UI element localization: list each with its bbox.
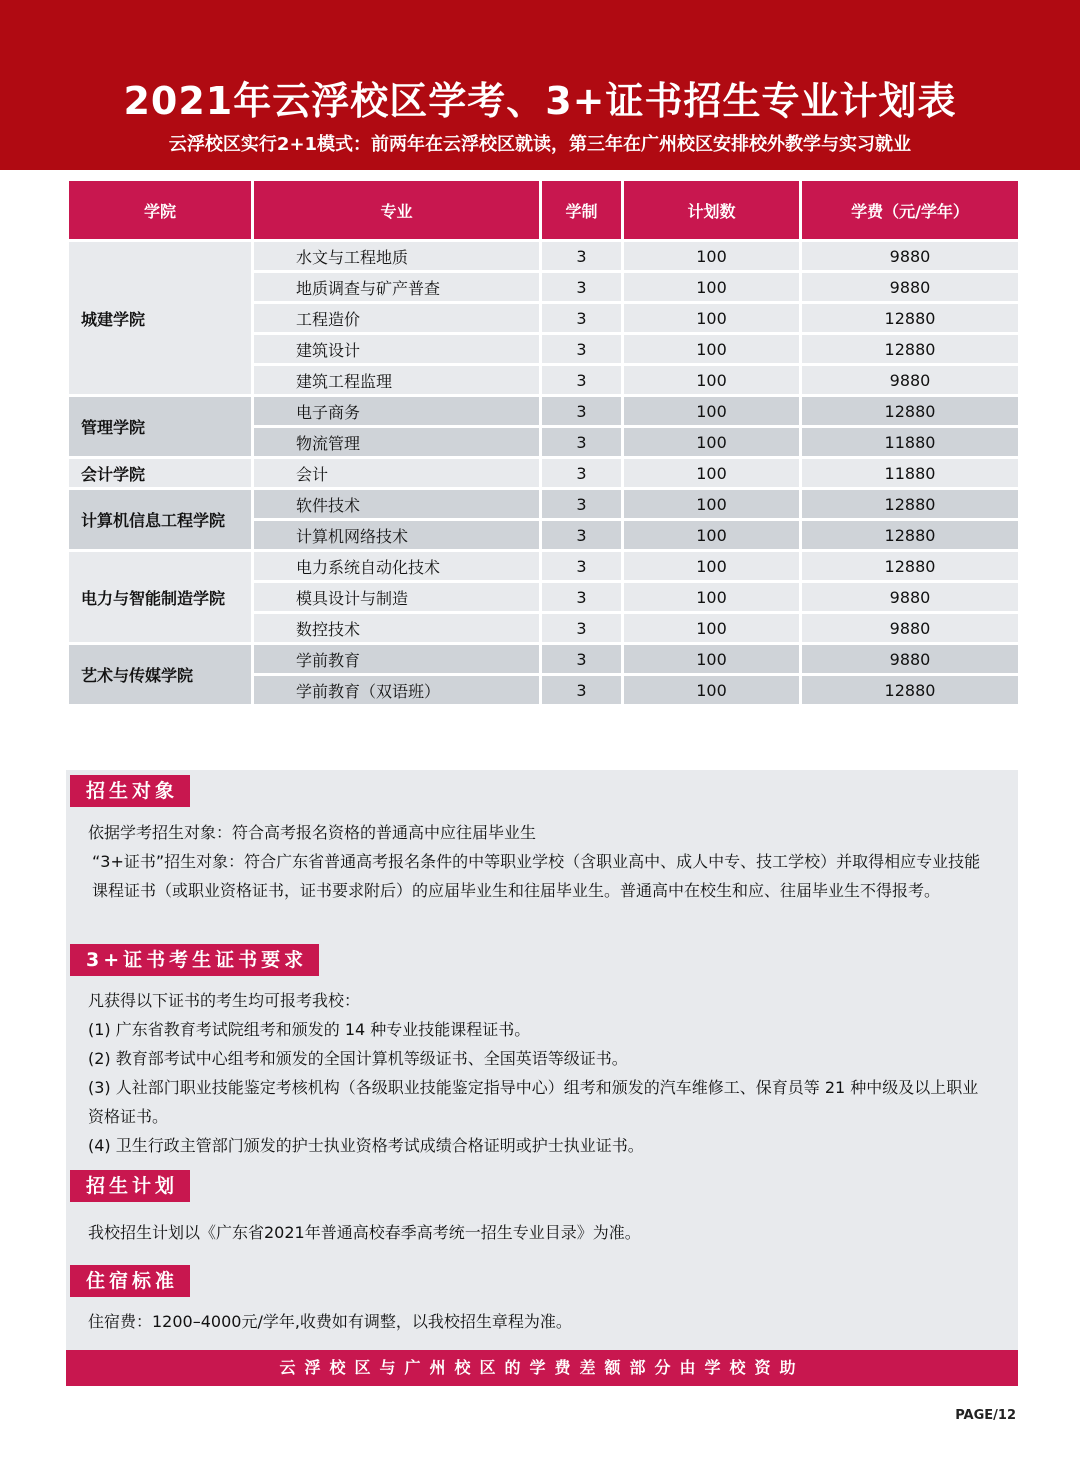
college-cell: 电力与智能制造学院 [69,552,251,642]
years-cell: 3 [542,521,621,549]
major-cell: 电子商务 [254,397,539,425]
major-cell: 学前教育（双语班） [254,676,539,704]
fee-cell: 12880 [802,335,1018,363]
table-row [69,459,1018,487]
fee-cell: 9880 [802,645,1018,673]
years-cell: 3 [542,614,621,642]
plan-cell: 100 [624,490,799,518]
major-cell: 建筑工程监理 [254,366,539,394]
major-cell: 水文与工程地质 [254,242,539,270]
fee-cell: 11880 [802,428,1018,456]
paragraph: 依据学考招生对象：符合高考报名资格的普通高中应往届毕业生 [88,823,537,842]
years-cell: 3 [542,490,621,518]
years-cell: 3 [542,552,621,580]
plan-cell: 100 [624,242,799,270]
college-cell: 计算机信息工程学院 [69,490,251,549]
years-cell: 3 [542,273,621,301]
plan-cell: 100 [624,645,799,673]
col-header-major: 专业 [254,181,539,239]
paragraph: 住宿费：1200–4000元/学年,收费如有调整，以我校招生章程为准。 [88,1312,572,1331]
page-subtitle: 云浮校区实行2+1模式：前两年在云浮校区就读，第三年在广州校区安排校外教学与实习就业 [168,134,912,155]
years-cell: 3 [542,459,621,487]
list-item: (4) 卫生行政主管部门颁发的护士执业资格考试成绩合格证明或护士执业证书。 [88,1136,644,1155]
footer-note: 云浮校区与广州校区的学费差额部分由学校资助 [66,1350,1018,1386]
college-cell: 城建学院 [69,242,251,394]
paragraph: “3+证书”招生对象：符合广东省普通高考报名条件的中等职业学校（含职业高中、成人中专、技工学校）并取得相应专业技能课程证书（或职业资格证书，证书要求附后）的应届毕业生和往届毕业生。普通高中在校生和应、往届毕业生不得报考。 [92,852,981,900]
plan-cell: 100 [624,459,799,487]
table-body [69,242,1018,704]
years-cell: 3 [542,366,621,394]
header-banner [0,0,1080,170]
fee-cell: 12880 [802,490,1018,518]
section-body-plan [88,1218,988,1247]
table-row [69,552,1018,580]
years-cell: 3 [542,397,621,425]
years-cell: 3 [542,676,621,704]
college-cell: 管理学院 [69,397,251,456]
page-title: 2021年云浮校区学考、3+证书招生专业计划表 [123,79,957,123]
col-header-college: 学院 [69,181,251,239]
col-header-plan: 计划数 [624,181,799,239]
enrollment-plan-table [66,178,1021,707]
fee-cell: 9880 [802,366,1018,394]
years-cell: 3 [542,304,621,332]
table-header-row [69,181,1018,239]
list-item: (2) 教育部考试中心组考和颁发的全国计算机等级证书、全国英语等级证书。 [88,1049,628,1068]
major-cell: 软件技术 [254,490,539,518]
plan-cell: 100 [624,304,799,332]
section-body-dorm [88,1307,988,1336]
years-cell: 3 [542,645,621,673]
plan-cell: 100 [624,614,799,642]
col-header-years: 学制 [542,181,621,239]
college-cell: 会计学院 [69,459,251,487]
college-cell: 艺术与传媒学院 [69,645,251,704]
table-row [69,242,1018,270]
section-heading-target: 招生对象 [70,775,190,807]
plan-cell: 100 [624,273,799,301]
plan-cell: 100 [624,676,799,704]
major-cell: 模具设计与制造 [254,583,539,611]
plan-cell: 100 [624,552,799,580]
section-heading-plan: 招生计划 [70,1170,190,1202]
plan-cell: 100 [624,335,799,363]
table-row [69,397,1018,425]
section-heading-dorm: 住宿标准 [70,1265,190,1297]
page-number: PAGE/12 [955,1408,1016,1423]
paragraph: 我校招生计划以《广东省2021年普通高校春季高考统一招生专业目录》为准。 [88,1223,641,1242]
years-cell: 3 [542,242,621,270]
fee-cell: 12880 [802,552,1018,580]
plan-cell: 100 [624,397,799,425]
major-cell: 计算机网络技术 [254,521,539,549]
major-cell: 会计 [254,459,539,487]
fee-cell: 9880 [802,242,1018,270]
major-cell: 学前教育 [254,645,539,673]
plan-cell: 100 [624,583,799,611]
fee-cell: 12880 [802,304,1018,332]
fee-cell: 9880 [802,273,1018,301]
paragraph: 凡获得以下证书的考生均可报考我校： [88,991,361,1010]
list-item: (1) 广东省教育考试院组考和颁发的 14 种专业技能课程证书。 [88,1020,531,1039]
major-cell: 物流管理 [254,428,539,456]
col-header-fee: 学费（元/学年） [802,181,1018,239]
section-body-cert [88,986,988,1160]
list-item: (3) 人社部门职业技能鉴定考核机构（各级职业技能鉴定指导中心）组考和颁发的汽车维修工、保育员等 21 种中级及以上职业资格证书。 [88,1078,979,1126]
section-heading-cert: 3+证书考生证书要求 [70,944,319,976]
major-cell: 数控技术 [254,614,539,642]
plan-cell: 100 [624,521,799,549]
plan-cell: 100 [624,366,799,394]
section-body-target [88,818,988,905]
fee-cell: 12880 [802,521,1018,549]
major-cell: 建筑设计 [254,335,539,363]
fee-cell: 9880 [802,614,1018,642]
plan-cell: 100 [624,428,799,456]
table-row [69,490,1018,518]
fee-cell: 9880 [802,583,1018,611]
major-cell: 工程造价 [254,304,539,332]
years-cell: 3 [542,428,621,456]
table-row [69,645,1018,673]
fee-cell: 11880 [802,459,1018,487]
fee-cell: 12880 [802,397,1018,425]
years-cell: 3 [542,335,621,363]
major-cell: 地质调查与矿产普查 [254,273,539,301]
major-cell: 电力系统自动化技术 [254,552,539,580]
years-cell: 3 [542,583,621,611]
fee-cell: 12880 [802,676,1018,704]
